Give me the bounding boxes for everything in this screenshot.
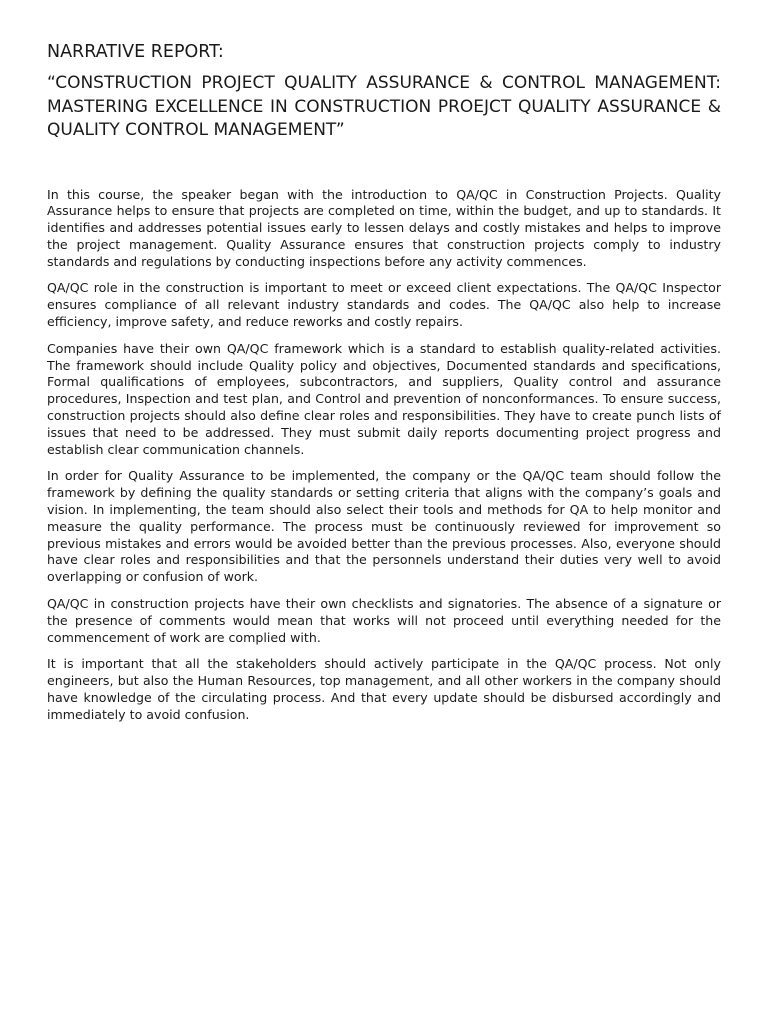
report-label: NARRATIVE REPORT: xyxy=(47,42,224,62)
body-paragraph: QA/QC in construction projects have their own checklists and signatories. The absence of a signature or the presence of comments would mean that works will not proceed until everything needed for the commencement of work are complied with. xyxy=(47,596,721,645)
body-paragraph: Companies have their own QA/QC framework which is a standard to establish quality-related activities. The framework should include Quality policy and objectives, Documented standards and specifications, Formal qualifications of employees, subcontractors, and suppliers, Quality control and assurance procedures, Inspection and test plan, and Control and prevention of nonconformances. To ensure success, construction projects should also define clear roles and responsibilities. They have to create punch lists of issues that need to be addressed. They must submit daily reports documenting project progress and establish clear communication channels. xyxy=(47,340,721,457)
report-title: “CONSTRUCTION PROJECT QUALITY ASSURANCE & CONTROL MANAGEMENT: MASTERING EXCELLENCE IN CONSTRUCTION PROEJCT QUALITY ASSURANCE & QUALITY CONTROL MANAGEMENT” xyxy=(47,73,721,140)
body-paragraph: In this course, the speaker began with the introduction to QA/QC in Construction Projects. Quality Assurance helps to ensure that projects are completed on time, within the budget, and up to standards. It identifies and addresses potential issues early to lessen delays and costly mistakes and helps to improve the project management. Quality Assurance ensures that construction projects comply to industry standards and regulations by conducting inspections before any activity commences. xyxy=(47,186,721,269)
body-paragraph: In order for Quality Assurance to be implemented, the company or the QA/QC team should follow the framework by defining the quality standards or setting criteria that aligns with the company’s goals and vision. In implementing, the team should also select their tools and methods for QA to help monitor and measure the quality performance. The process must be continuously reviewed for improvement so previous mistakes and errors would be avoided better than the previous processes. Also, everyone should have clear roles and responsibilities and that the personnels understand their duties very well to avoid overlapping or confusion of work. xyxy=(47,468,721,585)
body-paragraph: QA/QC role in the construction is important to meet or exceed client expectations. The QA/QC Inspector ensures compliance of all relevant industry standards and codes. The QA/QC also help to increase efficiency, improve safety, and reduce reworks and costly repairs. xyxy=(47,280,721,330)
report-body xyxy=(47,187,721,724)
body-paragraph: It is important that all the stakeholders should actively participate in the QA/QC process. Not only engineers, but also the Human Resources, top management, and all other workers in the company should have knowledge of the circulating process. And that every update should be disbursed accordingly and immediately to avoid confusion. xyxy=(47,656,721,722)
